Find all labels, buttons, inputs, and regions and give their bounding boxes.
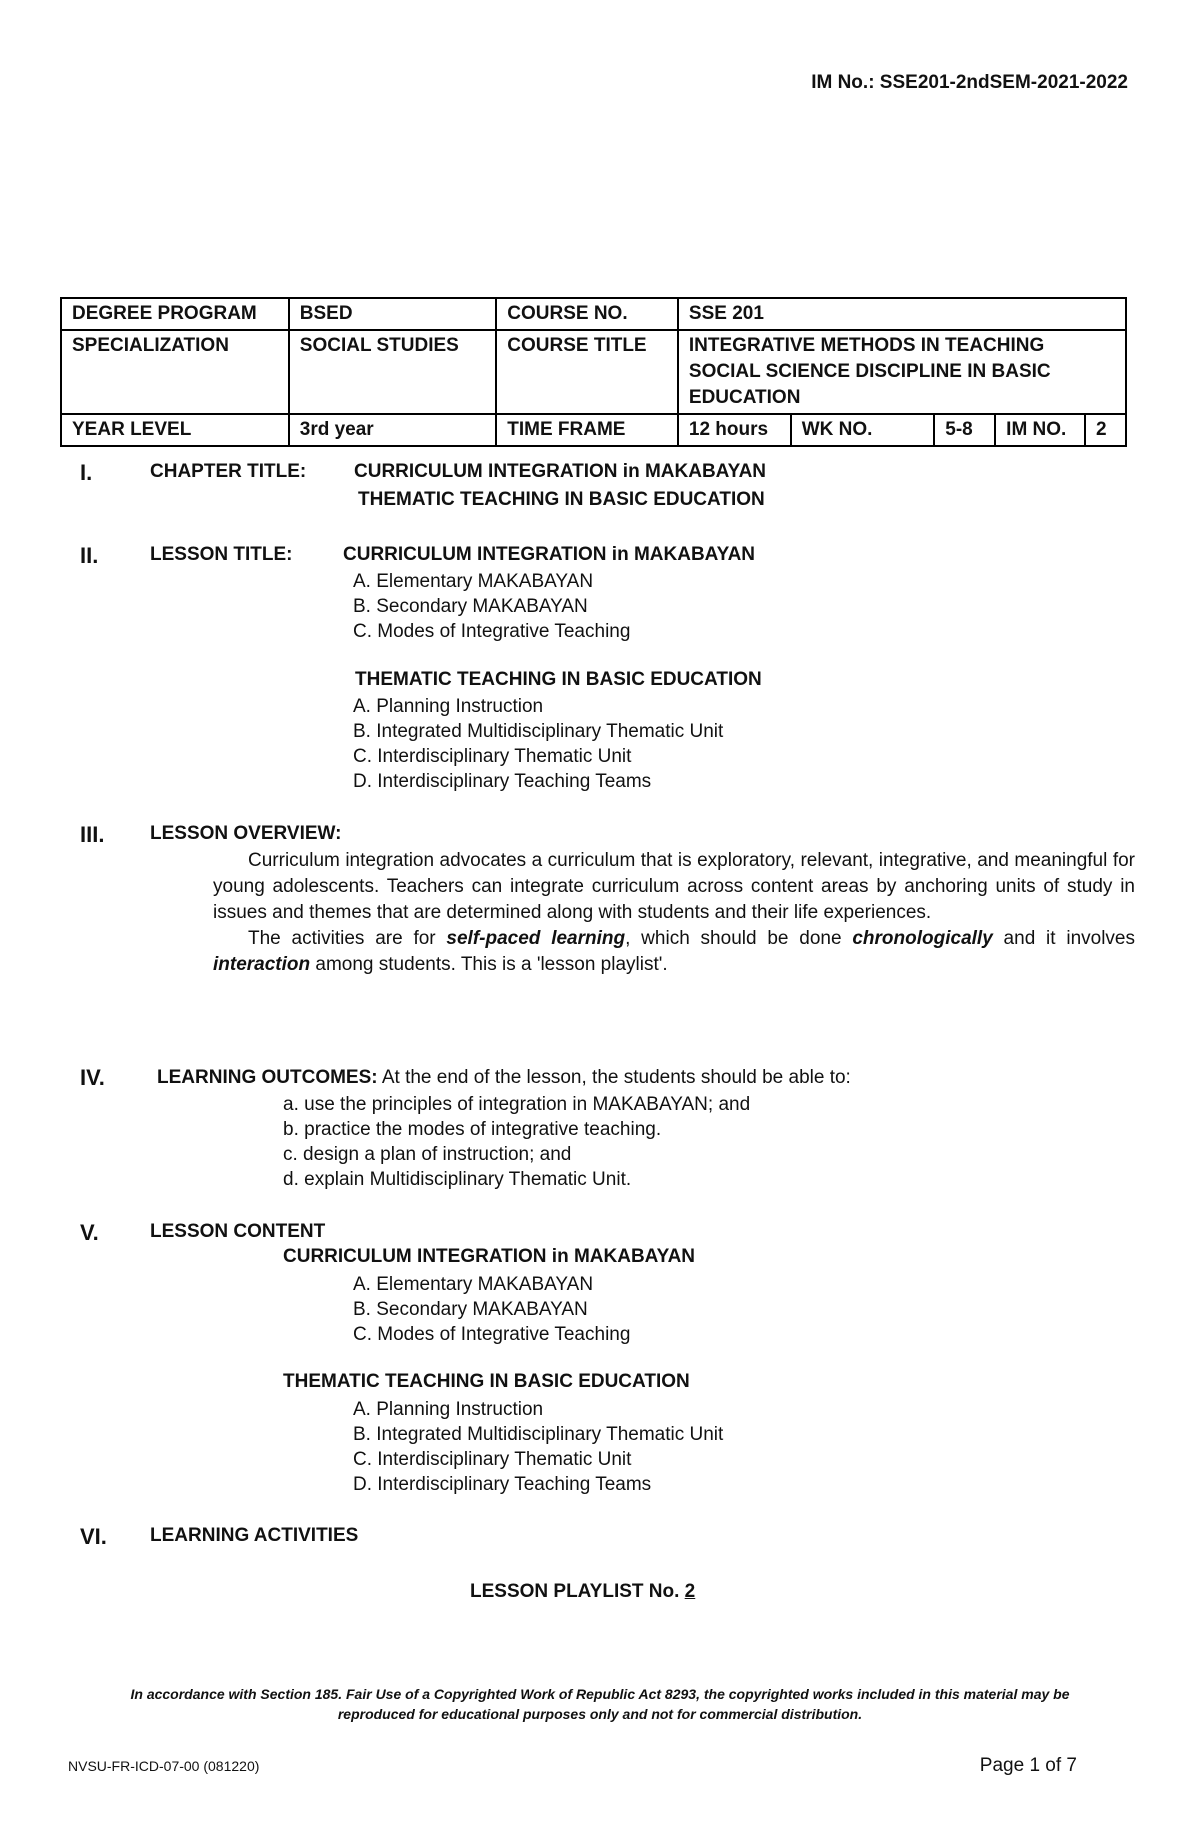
- list-item: b. practice the modes of integrative teaching.: [283, 1119, 662, 1140]
- lesson-content-list: [353, 1272, 630, 1347]
- learning-outcomes-list: [283, 1092, 750, 1192]
- list-item: A. Planning Instruction: [353, 696, 544, 717]
- text-span: and it involves: [992, 928, 1135, 949]
- year-level-label: YEAR LEVEL: [61, 414, 289, 446]
- wk-no-value: 5-8: [934, 414, 995, 446]
- text-span: The activities are for: [248, 928, 447, 949]
- list-item: D. Interdisciplinary Teaching Teams: [353, 1474, 652, 1495]
- chapter-title-line: CURRICULUM INTEGRATION in MAKABAYAN: [354, 461, 767, 482]
- list-item: C. Modes of Integrative Teaching: [353, 1324, 631, 1345]
- list-item: B. Integrated Multidisciplinary Thematic Unit: [353, 1424, 724, 1445]
- lesson-overview-body: [213, 848, 1135, 978]
- lesson-overview-label: LESSON OVERVIEW:: [150, 823, 342, 844]
- table-row: [61, 330, 1126, 414]
- list-item: A. Elementary MAKABAYAN: [353, 1274, 594, 1295]
- course-no-value: SSE 201: [678, 298, 1126, 330]
- lesson-playlist-title: [470, 1581, 695, 1603]
- table-row: [61, 298, 1126, 330]
- course-no-label: COURSE NO.: [496, 298, 678, 330]
- text-span: among students. This is a 'lesson playlist'.: [310, 954, 668, 975]
- overview-paragraph: [213, 926, 1135, 978]
- list-item: d. explain Multidisciplinary Thematic Unit.: [283, 1169, 632, 1190]
- lesson-content-heading: CURRICULUM INTEGRATION in MAKABAYAN: [283, 1246, 696, 1267]
- course-title-label: COURSE TITLE: [496, 330, 678, 414]
- list-item: D. Interdisciplinary Teaching Teams: [353, 771, 652, 792]
- list-item: B. Secondary MAKABAYAN: [353, 1299, 588, 1320]
- playlist-prefix: LESSON PLAYLIST No.: [470, 1581, 685, 1602]
- list-item: c. design a plan of instruction; and: [283, 1144, 572, 1165]
- lesson-content-label: LESSON CONTENT: [150, 1221, 326, 1242]
- chapter-title-label: CHAPTER TITLE:: [150, 461, 307, 482]
- degree-program-label: DEGREE PROGRAM: [61, 298, 289, 330]
- learning-activities-label: LEARNING ACTIVITIES: [150, 1525, 359, 1546]
- table-row: [61, 414, 1126, 446]
- chapter-title-line: THEMATIC TEACHING IN BASIC EDUCATION: [358, 489, 765, 510]
- wk-no-label: WK NO.: [791, 414, 935, 446]
- lesson-topic-list: [353, 694, 723, 794]
- specialization-label: SPECIALIZATION: [61, 330, 289, 414]
- year-level-value: 3rd year: [289, 414, 497, 446]
- emphasis-text: chronologically: [852, 928, 993, 949]
- copyright-notice: In accordance with Section 185. Fair Use of a Copyrighted Work of Republic Act 8293, the copyrighted works included in this material may be reproduced for educational purposes only and not for commercial distribution.: [130, 1686, 1070, 1722]
- degree-program-value: BSED: [289, 298, 497, 330]
- lesson-content-list: [353, 1397, 723, 1497]
- list-item: C. Interdisciplinary Thematic Unit: [353, 1449, 632, 1470]
- playlist-number: 2: [684, 1581, 696, 1602]
- lesson-title-heading: THEMATIC TEACHING IN BASIC EDUCATION: [355, 669, 762, 690]
- learning-outcomes-label: LEARNING OUTCOMES:: [157, 1067, 378, 1088]
- section-number: III.: [80, 822, 105, 847]
- form-code: NVSU-FR-ICD-07-00 (081220): [68, 1758, 260, 1774]
- time-frame-label: TIME FRAME: [496, 414, 678, 446]
- section-number: IV.: [80, 1065, 105, 1090]
- course-title-value: INTEGRATIVE METHODS IN TEACHING SOCIAL SCIENCE DISCIPLINE IN BASIC EDUCATION: [678, 330, 1126, 414]
- section-number: II.: [80, 543, 99, 568]
- specialization-value: SOCIAL STUDIES: [289, 330, 497, 414]
- overview-paragraph: Curriculum integration advocates a curriculum that is exploratory, relevant, integrative, and meaningful for young adolescents. Teachers can integrate curriculum across content areas by anchoring units of study in issues and themes that are determined along with students and their life experiences.: [213, 850, 1135, 923]
- section-number: I.: [80, 460, 93, 485]
- list-item: C. Interdisciplinary Thematic Unit: [353, 746, 632, 767]
- learning-outcomes-heading: [157, 1065, 851, 1090]
- list-item: a. use the principles of integration in MAKABAYAN; and: [283, 1094, 751, 1115]
- emphasis-text: interaction: [213, 954, 311, 975]
- list-item: C. Modes of Integrative Teaching: [353, 621, 631, 642]
- page-number: Page 1 of 7: [979, 1755, 1077, 1776]
- list-item: B. Secondary MAKABAYAN: [353, 596, 588, 617]
- section-number: V.: [80, 1220, 99, 1245]
- im-no-label: IM NO.: [995, 414, 1085, 446]
- emphasis-text: self-paced learning: [446, 928, 626, 949]
- text-span: , which should be done: [625, 928, 853, 949]
- list-item: A. Elementary MAKABAYAN: [353, 571, 594, 592]
- list-item: B. Integrated Multidisciplinary Thematic Unit: [353, 721, 724, 742]
- lesson-title-heading: CURRICULUM INTEGRATION in MAKABAYAN: [343, 544, 756, 565]
- im-number-header: IM No.: SSE201-2ndSEM-2021-2022: [811, 72, 1128, 93]
- time-frame-value: 12 hours: [678, 414, 791, 446]
- section-number: VI.: [80, 1524, 107, 1549]
- im-no-value: 2: [1085, 414, 1126, 446]
- lesson-content-heading: THEMATIC TEACHING IN BASIC EDUCATION: [283, 1371, 690, 1392]
- list-item: A. Planning Instruction: [353, 1399, 544, 1420]
- course-info-table: [60, 297, 1127, 447]
- lesson-topic-list: [353, 569, 630, 644]
- lesson-title-label: LESSON TITLE:: [150, 544, 293, 565]
- learning-outcomes-intro: At the end of the lesson, the students should be able to:: [377, 1067, 851, 1088]
